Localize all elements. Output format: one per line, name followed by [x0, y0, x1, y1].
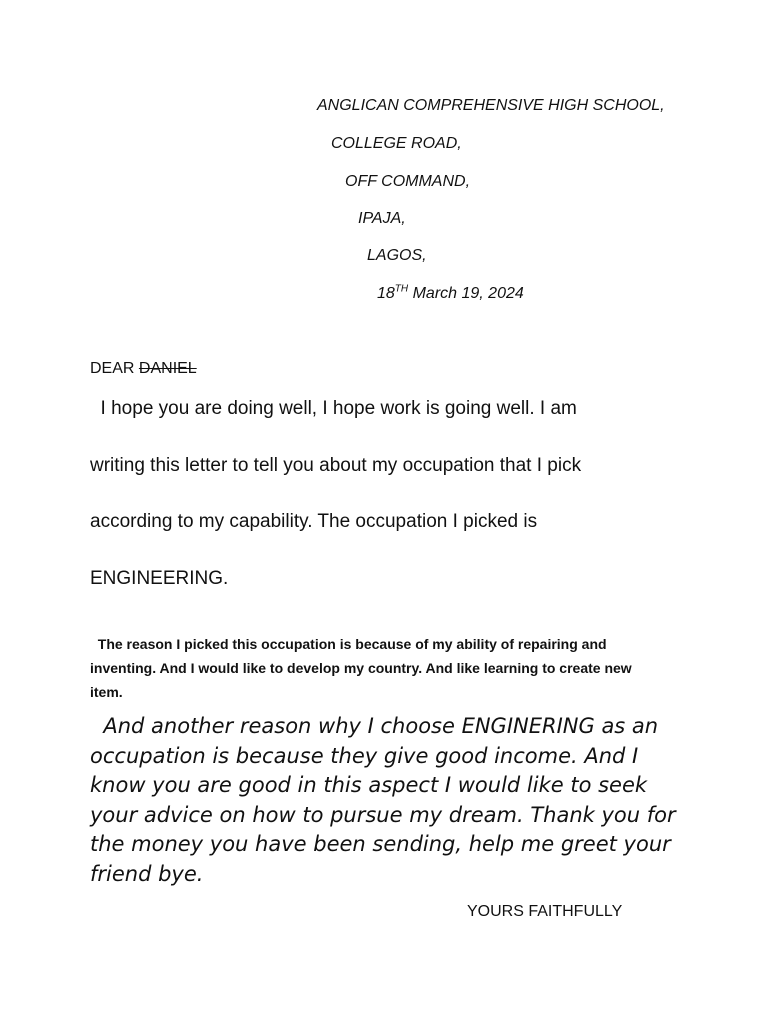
- paragraph2: The reason I picked this occupation is because of my ability of repairing and inventing. And I would like to develop my country. And like learning to create new item.: [90, 636, 636, 700]
- date-ordinal-suffix: TH: [394, 283, 409, 295]
- address-line-off-command: OFF COMMAND,: [345, 173, 471, 190]
- salutation: [90, 360, 197, 378]
- date-month-year: March 19, 2024: [408, 285, 524, 302]
- paragraph1-line2: writing this letter to tell you about my occupation that I pick: [90, 455, 582, 476]
- closing-signoff: YOURS FAITHFULLY: [467, 903, 623, 920]
- salutation-prefix: DEAR: [90, 360, 139, 377]
- paragraph1-line1: I hope you are doing well, I hope work is going well. I am: [90, 398, 577, 419]
- letter-date: [377, 285, 524, 303]
- address-line-school: ANGLICAN COMPREHENSIVE HIGH SCHOOL,: [317, 97, 665, 114]
- address-line-city: IPAJA,: [358, 210, 406, 227]
- address-line-state: LAGOS,: [367, 247, 427, 264]
- paragraph1-line4: ENGINEERING.: [90, 568, 229, 589]
- address-line-road: COLLEGE ROAD,: [331, 135, 462, 152]
- date-day: 18: [377, 285, 395, 302]
- paragraph1-line3: according to my capability. The occupation I picked is: [90, 511, 538, 532]
- recipient-name: DANIEL: [138, 360, 197, 377]
- paragraph3: And another reason why I choose ENGINERING as an occupation is because they give good income. And I know you are good in this aspect I would like to seek your advice on how to pursue my dream. Thank you for the money you have been sending, help me greet your friend bye.: [90, 714, 683, 886]
